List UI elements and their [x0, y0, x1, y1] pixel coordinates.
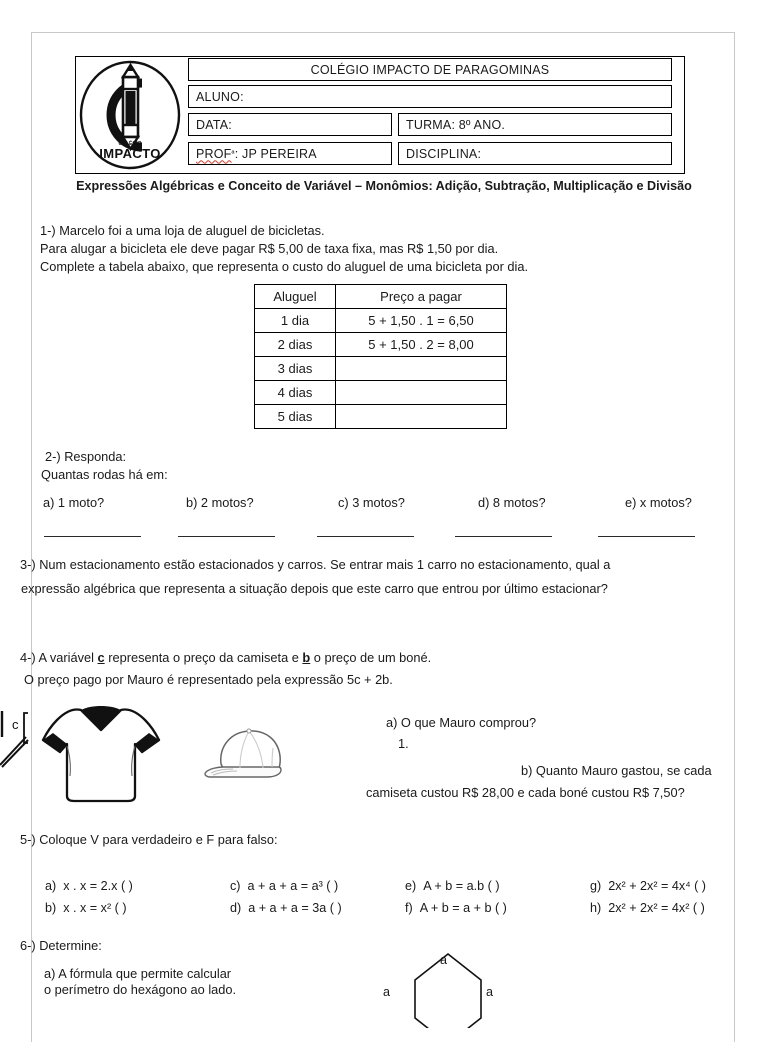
- question-5-item-h[interactable]: [590, 900, 705, 917]
- prof-label-stem: PROF: [196, 146, 232, 161]
- question-1-line-2: Para alugar a bicicleta ele deve pagar R$ 5,00 de taxa fixa, mas R$ 1,50 por dia.: [40, 241, 499, 256]
- bracket-icon: [0, 707, 42, 769]
- item-expression: a + a + a = 3a ( ): [248, 901, 342, 915]
- logo-top-text: COLÉGIO: [118, 141, 142, 147]
- table-cell-days: 2 dias: [255, 333, 336, 357]
- question-2-option-c: c) 3 motos?: [338, 495, 405, 510]
- answer-line-a[interactable]: [44, 536, 141, 537]
- question-6-line-1: 6-) Determine:: [20, 938, 102, 953]
- table-cell-days: 5 dias: [255, 405, 336, 429]
- header-field-disciplina[interactable]: DISCIPLINA:: [398, 142, 672, 165]
- logo-wordmark: IMPACTO: [99, 146, 161, 161]
- answer-line-e[interactable]: [598, 536, 695, 537]
- item-expression: x . x = 2.x ( ): [63, 879, 133, 893]
- question-2-option-a: a) 1 moto?: [43, 495, 105, 510]
- header-field-turma[interactable]: TURMA: 8º ANO.: [398, 113, 672, 136]
- header-field-data[interactable]: DATA:: [188, 113, 392, 136]
- question-5-line-1: 5-) Coloque V para verdadeiro e F para falso:: [20, 832, 278, 847]
- question-4-line-2: O preço pago por Mauro é representado pela expressão 5c + 2b.: [24, 672, 393, 687]
- table-cell-days: 1 dia: [255, 309, 336, 333]
- answer-line-b[interactable]: [178, 536, 275, 537]
- question-6-part-a-line-1: a) A fórmula que permite calcular: [44, 966, 232, 981]
- item-key: d): [230, 901, 242, 915]
- hexagon-illustration: [368, 950, 528, 1033]
- rental-price-table: [254, 284, 507, 429]
- tshirt-illustration: [40, 700, 162, 810]
- question-4-part-a-item-1: 1.: [398, 736, 409, 751]
- prof-name: : JP PEREIRA: [234, 146, 317, 161]
- question-5-item-g[interactable]: [590, 878, 706, 895]
- item-expression: 2x² + 2x² = 4x² ( ): [608, 901, 705, 915]
- question-5-item-f[interactable]: [405, 900, 507, 917]
- header-field-professor[interactable]: [188, 142, 392, 165]
- table-row: [255, 333, 507, 357]
- table-cell-days: 3 dias: [255, 357, 336, 381]
- answer-line-c[interactable]: [317, 536, 414, 537]
- question-2-option-e: e) x motos?: [625, 495, 692, 510]
- question-4-line-1: [20, 649, 431, 666]
- item-key: f): [405, 901, 413, 915]
- hexagon-label-right: a: [486, 985, 494, 999]
- table-row: [255, 405, 507, 429]
- q4-text-post: o preço de um boné.: [310, 650, 432, 665]
- question-5-item-b[interactable]: [45, 900, 127, 917]
- table-cell-price[interactable]: [336, 357, 507, 381]
- item-key: a): [45, 879, 57, 893]
- answer-line-d[interactable]: [455, 536, 552, 537]
- table-header-preco: Preço a pagar: [336, 285, 507, 309]
- question-5-item-e[interactable]: [405, 878, 500, 895]
- question-2-line-2: Quantas rodas há em:: [41, 467, 168, 482]
- hexagon-shape-icon: [368, 950, 528, 1028]
- table-cell-price[interactable]: 5 + 1,50 . 1 = 6,50: [336, 309, 507, 333]
- item-expression: 2x² + 2x² = 4x⁴ ( ): [608, 879, 706, 893]
- hexagon-label-top: a: [440, 953, 448, 967]
- hexagon-label-left: a: [383, 985, 391, 999]
- question-4-part-a: a) O que Mauro comprou?: [386, 715, 537, 730]
- item-key: h): [590, 901, 602, 915]
- q4-variable-b: b: [302, 650, 311, 665]
- q4-text-pre: 4-) A variável: [20, 650, 98, 665]
- question-2-line-1: 2-) Responda:: [45, 449, 127, 464]
- item-key: e): [405, 879, 417, 893]
- item-expression: x . x = x² ( ): [63, 901, 127, 915]
- table-row: [255, 357, 507, 381]
- cap-icon: [203, 726, 289, 784]
- tshirt-icon: [40, 700, 162, 805]
- question-5-item-d[interactable]: [230, 900, 342, 917]
- question-2-option-d: d) 8 motos?: [478, 495, 546, 510]
- question-1-line-3: Complete a tabela abaixo, que representa o custo do aluguel de uma bicicleta por dia.: [40, 259, 529, 274]
- question-4-part-b-line-1: b) Quanto Mauro gastou, se cada: [521, 763, 712, 778]
- table-cell-price[interactable]: 5 + 1,50 . 2 = 8,00: [336, 333, 507, 357]
- q4-variable-c: c: [97, 650, 105, 665]
- question-2-option-b: b) 2 motos?: [186, 495, 254, 510]
- table-row: [255, 381, 507, 405]
- item-key: g): [590, 879, 602, 893]
- measurement-bracket-c: [0, 707, 42, 769]
- bracket-label-c: c: [12, 717, 19, 732]
- table-cell-days: 4 dias: [255, 381, 336, 405]
- table-cell-price[interactable]: [336, 405, 507, 429]
- question-3-line-1: 3-) Num estacionamento estão estacionados y carros. Se entrar mais 1 carro no estacionamento, qual a: [20, 557, 611, 572]
- q4-text-mid: representa o preço da camiseta e: [104, 650, 303, 665]
- table-header-aluguel: Aluguel: [255, 285, 336, 309]
- header-field-aluno[interactable]: ALUNO:: [188, 85, 672, 108]
- colegio-impacto-logo-icon: [79, 59, 181, 171]
- question-5-item-a[interactable]: [45, 878, 133, 895]
- item-expression: A + b = a.b ( ): [423, 879, 500, 893]
- item-expression: A + b = a + b ( ): [419, 901, 507, 915]
- item-key: c): [230, 879, 241, 893]
- question-4-part-b-line-2: camiseta custou R$ 28,00 e cada boné custou R$ 7,50?: [366, 785, 685, 800]
- table-cell-price[interactable]: [336, 381, 507, 405]
- question-5-item-c[interactable]: [230, 878, 338, 895]
- worksheet-title: Expressões Algébricas e Conceito de Variável – Monômios: Adição, Subtração, Multiplicação e Divisão: [76, 179, 692, 193]
- header-school-name: COLÉGIO IMPACTO DE PARAGOMINAS: [188, 58, 672, 81]
- school-logo: [78, 58, 182, 172]
- cap-illustration: [203, 726, 289, 789]
- table-row: [255, 309, 507, 333]
- question-6-part-a-line-2: o perímetro do hexágono ao lado.: [44, 982, 237, 997]
- question-1-line-1: 1-) Marcelo foi a uma loja de aluguel de bicicletas.: [40, 223, 325, 238]
- item-key: b): [45, 901, 57, 915]
- item-expression: a + a + a = a³ ( ): [247, 879, 339, 893]
- table-header-row: [255, 285, 507, 309]
- prof-label-feminine-ordinal: ª: [231, 149, 235, 158]
- question-3-line-2: expressão algébrica que representa a situação depois que este carro que entrou por último estacionar?: [21, 581, 608, 596]
